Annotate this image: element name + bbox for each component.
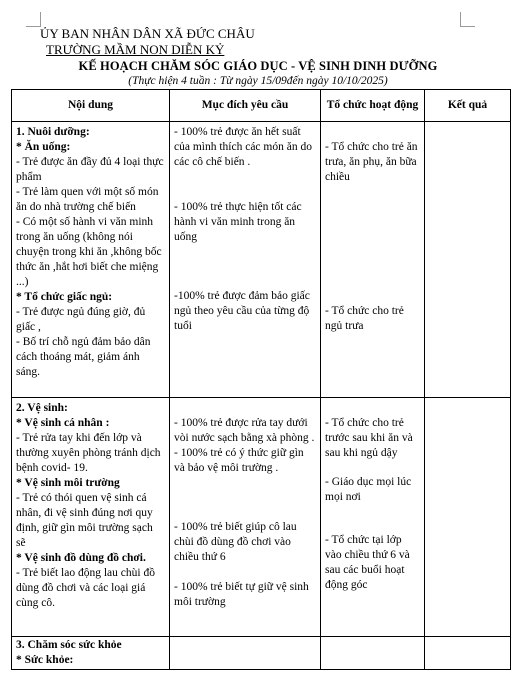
- page-corner-mark-left: [26, 12, 41, 27]
- spacer: [16, 611, 165, 635]
- spacer: [325, 461, 420, 475]
- content-item: - Trẻ được ăn đầy đủ 4 loại thực phẩm: [16, 156, 164, 183]
- result-cell: [425, 398, 511, 637]
- document-subtitle: (Thực hiện 4 tuần : Từ ngày 15/09đến ngày 10/10/2025): [128, 75, 388, 87]
- subsection-heading: * Vệ sinh đồ dùng đồ chơi.: [16, 552, 146, 564]
- purpose-item: - 100% trẻ có ý thức giữ gìn và bảo vệ môi trường .: [174, 447, 304, 474]
- table-row-health: [12, 637, 511, 670]
- organization-item: - Tổ chức cho trẻ ăn trưa, ăn phụ, ăn bữa chiều: [325, 141, 418, 183]
- table-header-row: [12, 90, 511, 122]
- purpose-item: - 100% trẻ được ăn hết suất của mình thích các món ăn do các cô chế biến .: [174, 126, 312, 168]
- content-cell: [12, 122, 170, 398]
- school-name: TRƯỜNG MẦM NON DIỄN KỶ: [46, 42, 225, 57]
- spacer: [174, 476, 316, 520]
- column-header-organization: Tổ chức hoạt động: [321, 90, 425, 122]
- purpose-cell: [170, 122, 321, 398]
- content-cell: [12, 398, 170, 637]
- organization-cell: [321, 398, 425, 637]
- organization-cell: [321, 122, 425, 398]
- result-cell: [425, 122, 511, 398]
- spacer: [174, 170, 316, 200]
- content-item: - Trẻ biết lao động lau chùi đồ dùng đồ chơi và các loại giá cùng cô.: [16, 567, 155, 609]
- table-row-nutrition: [12, 122, 511, 398]
- subsection-heading: * Ăn uống:: [16, 141, 71, 153]
- column-header-result: Kết quả: [425, 90, 511, 122]
- section-heading: 1. Nuôi dưỡng:: [16, 126, 90, 138]
- content-cell: [12, 637, 170, 670]
- spacer: [174, 565, 316, 580]
- content-item: - Trẻ làm quen với một số món ăn do nhà trường chế biến: [16, 186, 159, 213]
- content-item: - Trẻ rửa tay khi đến lớp và thường xuyên phòng tránh dịch bệnh covid- 19.: [16, 432, 161, 474]
- content-item: - Bố trí chỗ ngủ đảm bảo dân cách thoáng mát, giảm ánh sáng.: [16, 336, 151, 378]
- content-item: - Trẻ được ngủ đúng giờ, đủ giấc ,: [16, 306, 146, 333]
- spacer: [16, 380, 165, 396]
- content-item: - Trẻ có thói quen vệ sinh cá nhân, đi vệ sinh đúng nơi quy định, giữ gìn môi trường sạch sẽ: [16, 492, 153, 549]
- result-cell: [425, 637, 511, 670]
- spacer: [325, 185, 420, 304]
- purpose-item: - 100% trẻ biết tự giữ vệ sinh môi trường: [174, 581, 309, 608]
- document-title: KẾ HOẠCH CHĂM SÓC GIÁO DỤC - VỆ SINH DINH DƯỠNG: [78, 59, 438, 73]
- organization-item: - Tổ chức tại lớp vào chiều thứ 6 và sau các buổi hoạt động góc: [325, 534, 410, 591]
- column-header-content: Nội dung: [12, 90, 170, 122]
- subsection-heading: * Tổ chức giấc ngủ:: [16, 291, 113, 303]
- section-heading: 3. Chăm sóc sức khỏe: [16, 639, 122, 651]
- purpose-item: -100% trẻ được đảm bảo giấc ngủ theo yêu cầu của từng độ tuổi: [174, 290, 310, 332]
- organization-name: ỦY BAN NHÂN DÂN XÃ ĐỨC CHÂU: [40, 26, 255, 41]
- table-row-hygiene: [12, 398, 511, 637]
- organization-item: - Giáo dục mọi lúc mọi nơi: [325, 476, 412, 503]
- subsection-heading: * Vệ sinh môi trường: [16, 477, 120, 489]
- purpose-item: - 100% trẻ biết giúp cô lau chùi đồ dùng đồ chơi vào chiều thứ 6: [174, 521, 297, 563]
- organization-item: - Tổ chức cho trẻ trước sau khi ăn và sau khi ngủ dậy: [325, 417, 413, 459]
- column-header-purpose: Mục đích yêu cầu: [170, 90, 321, 122]
- plan-table: [11, 89, 511, 670]
- section-heading: 2. Vệ sinh:: [16, 402, 68, 414]
- organization-cell: [321, 637, 425, 670]
- page-corner-mark-right: [460, 12, 475, 27]
- purpose-cell: [170, 637, 321, 670]
- subsection-heading: * Vệ sinh cá nhân :: [16, 417, 110, 429]
- purpose-item: - 100% trẻ thực hiện tốt các hành vi văn minh trong ăn uống: [174, 201, 302, 243]
- content-item: - Có một số hành vi văn minh trong ăn uống (không nói chuyện trong khi ăn ,không bốc thức ăn ,hắt hơi biết che miệng ...): [16, 216, 162, 288]
- purpose-item: - 100% trẻ được rửa tay dưới vòi nước sạch bằng xà phòng .: [174, 417, 315, 444]
- organization-item: - Tổ chức cho trẻ ngủ trưa: [325, 305, 404, 332]
- spacer: [325, 505, 420, 533]
- subsection-heading: * Sức khỏe:: [16, 654, 74, 666]
- spacer: [174, 245, 316, 289]
- purpose-cell: [170, 398, 321, 637]
